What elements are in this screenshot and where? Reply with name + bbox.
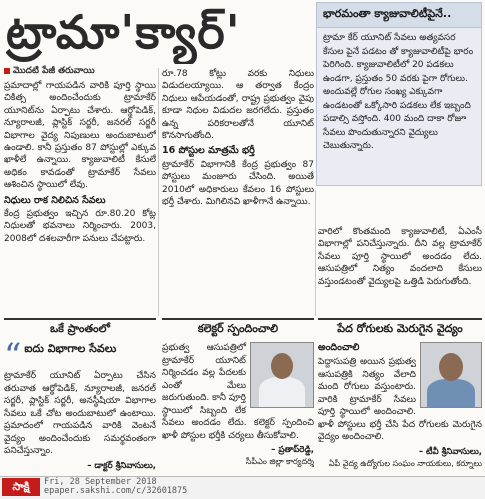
box-right-header: పేద రోగులకు మెరుగైన వైద్యం	[337, 322, 463, 335]
box-mid-designation: సీపీఎం జిల్లా కార్యదర్శి	[245, 457, 314, 466]
box-left-text: ట్రామాకేర్ యూనిట్ ఏర్పాటు చేసిన తరువాత ఆర్థోపెడిక్, న్యూరాలజీ, జనరల్ సర్జరీ, ప్లాస్టిక్ సర్జరీ, అనస్థీషియా విభాగాల సేవలు ఒకే చోట అందుబాటులో ఉంటాయి. ప్రమాదంలో గాయపడిన వారికి వెంటనే వైద్యం అందించేందుకు సమర్థవంతంగా పనిచేస్తున్నాం.	[4, 371, 156, 456]
article-column-1	[4, 80, 156, 316]
bullet-icon	[4, 68, 10, 74]
footer-info	[44, 478, 187, 496]
footer-url[interactable]: epaper.sakshi.com/c/32601875	[44, 486, 188, 496]
kicker	[4, 66, 95, 78]
person-photo	[250, 342, 314, 408]
person-photo	[420, 342, 482, 408]
column3-text: వారిలో కొంతమంది క్యాజువాలిటీ, ఏఎంసీ విభాగాల్లో పనిచేస్తున్నారు. దీని వల్ల ట్రామాకేర్ సేవలు పూర్తి స్థాయిలో అందడం లేదు. ఆసుపత్రిలో నిత్యం వందలాది కేసులు వస్తుండటంతో వైద్యులపై ఒత్తిడి పెరుగుతోంది.	[318, 227, 482, 287]
box-right-byline: – టీవీ శ్రీనివాసులు,	[418, 446, 482, 457]
sidebar-box	[316, 2, 482, 186]
article-column-3	[318, 226, 482, 314]
column2-text: రూ.78 కోట్లు వరకు నిధులు విడుదలయ్యాయి. ఆ తర్వాత కేంద్రం నిధులు ఆపేయడంతో, రాష్ట్ర ప్రభుత్వం వైపు కూడా నిధుల విడుదల జరగలేదు. ప్రస్తుతం ఉన్న పరికరాలతోనే యూనిట్ కొనసాగుతోంది.	[162, 69, 314, 142]
box-mid-byline: – ప్రతాప్‌రెడ్డి,	[271, 445, 314, 455]
column-divider	[315, 190, 316, 316]
box-right-text: పెద్దాసుపత్రి అయిన ప్రభుత్వ ఆసుపత్రికి నిత్యం వేలాది మంది రోగులు వస్తుంటారు. వారికి ట్రామాకేర్ సేవలు పూర్తి స్థాయిలో అందించాలి. ఖాళీ పోస్టులు భర్తీ చేసి పేద రోగులకు మెరుగైన వైద్యం అందించాలి.	[318, 357, 482, 442]
article-column-2	[162, 68, 314, 316]
opinion-box-middle	[162, 318, 314, 472]
headline: ట్రామా'క్యార్'	[6, 5, 241, 59]
box-right-designation: ఏపీ వైద్య ఉద్యోగుల సంఘం నాయకులు, కర్నూలు	[328, 458, 482, 468]
sidebar-title: భారమంతా క్యాజువాలిటీపైనే..	[317, 3, 481, 28]
column1-subhead: నిధులు రాక నిలిచిన సేవలు	[4, 194, 106, 206]
box-left-header: ఒకే ప్రాంతంలో	[50, 322, 110, 335]
opinion-box-left	[4, 318, 156, 472]
sidebar-body: ట్రామా కేర్ యూనిట్ సేవలు అత్యవసర కేసుల పైనే పడటం తో క్యాజువాలిటీపై భారం పెరిగింది. క్యాజువాలిటీలో 20 పడకలు ఉండగా, ప్రస్తుతం 50 వరకు పైగా రోగులు. అందువల్లే రోగుల సంఖ్య ఎక్కువగా ఉండటంతో ఒక్కోసారి పడకలు లేక ఇబ్బంది పడాల్సి వస్తోంది. 400 మంది దాకా రోజూ సేవలు పొందుతున్నారని వైద్యులు చెబుతున్నారు.	[323, 33, 474, 151]
box-left-byline: – డాక్టర్ శ్రీనివాసులు,	[87, 460, 156, 471]
box-left-lead: ఐదు విభాగాల సేవలు	[24, 342, 117, 355]
column1-text2: కేంద్ర ప్రభుత్వం ఇచ్చిన రూ.80.20 కోట్ల నిధులతో భవనాలు నిర్మించారు. 2003, 2008లో దశలవారీగా పనులు చేపట్టారు.	[4, 209, 156, 244]
sakshi-logo: సాక్షి	[2, 478, 40, 496]
column1-text: ప్రమాదాల్లో గాయపడిన వారికి పూర్తి స్థాయి చికిత్స అందించేందుకు ట్రామాకేర్ యూనిట్‌ను ఏర్పాటు చేశారు. ఆర్థోపెడిక్, న్యూరాలజీ, ప్లాస్టిక్ సర్జరీ, జనరల్ సర్జరీ విభాగాల వైద్య నిపుణులు అందుబాటులో ఉండాలి. కానీ ప్రస్తుతం 87 పోస్టుల్లో ఎక్కువ ఖాళీలే ఉన్నాయి. క్యాజువాలిటీ కేసులే అధికం కావడంతో ట్రామాకేర్ సేవలు ఆశించిన స్థాయిలో లేవు.	[4, 81, 156, 191]
quote-icon: “	[4, 336, 22, 376]
box-right-subhead: అందించాలి	[318, 342, 360, 353]
opinion-box-right	[318, 318, 482, 472]
column2-text2: ట్రామాకేర్ విభాగానికి కేంద్ర ప్రభుత్వం 87 పోస్టులు మంజూరు చేసింది. అయితే 2010లో అధికారులు కేవలం 16 పోస్టులు భర్తీ చేశారు. మిగిలినవి ఖాళీగానే ఉన్నాయి.	[162, 159, 314, 208]
box-mid-header: కలెక్టర్ స్పందించాలి	[197, 322, 279, 335]
box-mid-text: ప్రభుత్వ ఆసుపత్రిలో ట్రామాకేర్ యూనిట్ నిర్మించడం వల్ల పేదలకు ఎంతో మేలు జరుగుతుంది. కానీ పూర్తి స్థాయిలో సిబ్బంది లేక సేవలు అందడం లేదు. కలెక్టర్ స్పందించి ఖాళీ పోస్టుల భర్తీకి చర్యలు తీసుకోవాలి.	[162, 343, 314, 441]
kicker-text: మొదటి పేజీ తరువాయి	[13, 66, 95, 76]
column2-subhead: 16 పోస్టుల మాత్రమే భర్తీ	[162, 145, 255, 157]
footer-date: Fri, 28 September 2018	[44, 477, 157, 487]
column-divider	[158, 68, 159, 316]
